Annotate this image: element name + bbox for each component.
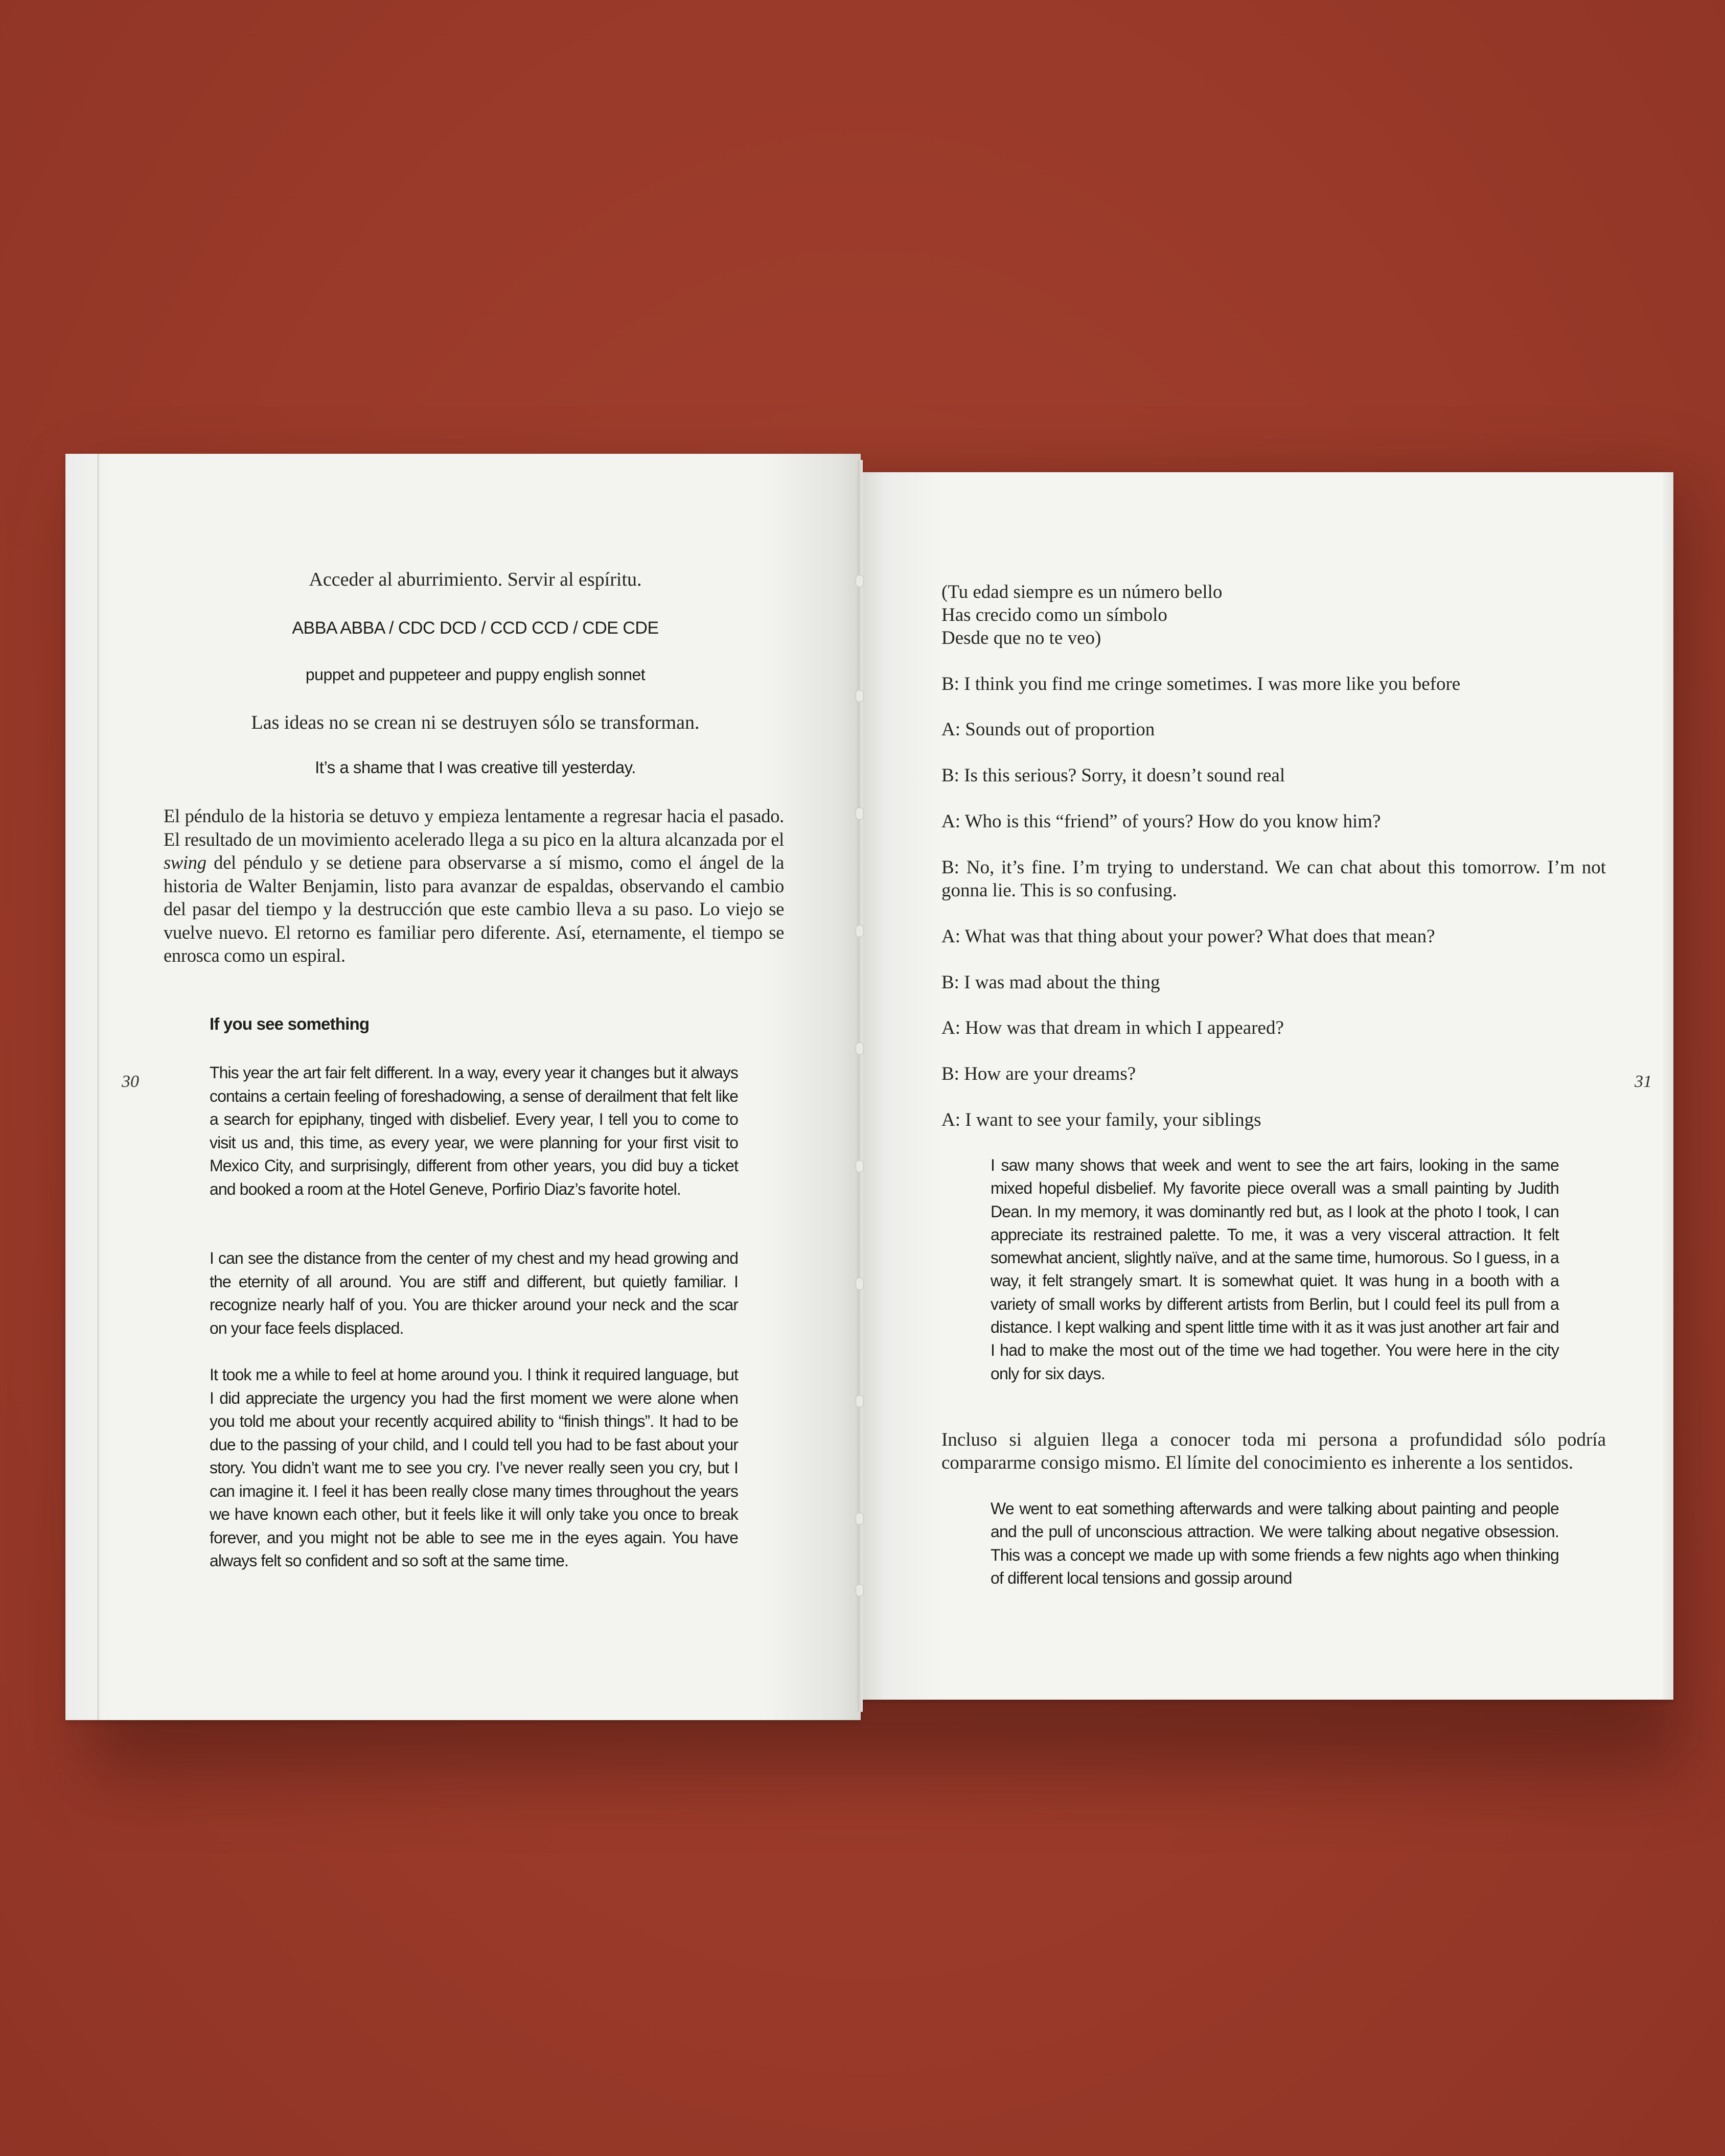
art-fair-paragraph: I saw many shows that week and went to see the art fairs, looking in the same mixed hopeful disbelief. My favorite piece overall was a small painting by Judith Dean. In my memory, it was dominantly red but, as I look at the photo I took, I can appreciate its restrained palette. To me, it was a very visceral attraction. It felt somewhat ancient, slightly naïve, and at the same time, humorous. So I guess, in a way, it felt strangely smart. It is somewhat quiet. It was hung in a booth with a variety of small works by different artists from Berlin, but I could feel its pull from a distance. I kept walking and spent little time with it as it was just another art fair and I had to make the most out of the time we had together. You were here in the city only for six days. bbox=[991, 1156, 1559, 1383]
spanish-paragraph: Incluso si alguien llega a conocer toda mi persona a profundidad sólo podría compararme consigo mismo. El límite del conocimiento es inherente a los sentidos. bbox=[941, 1429, 1606, 1473]
page-fold bbox=[1663, 472, 1673, 1700]
sonnet-line: puppet and puppeteer and puppy english sonnet bbox=[305, 665, 646, 684]
page-number-right: 31 bbox=[1635, 1072, 1652, 1091]
stitch-mark bbox=[856, 807, 864, 820]
stitch-mark bbox=[856, 1160, 864, 1172]
stitch-mark bbox=[856, 575, 864, 587]
epigraph-line: Acceder al aburrimiento. Servir al espíritu. bbox=[309, 569, 642, 590]
dialogue-line: B: How are your dreams? bbox=[941, 1063, 1136, 1084]
body-paragraph-3: It took me a while to feel at home around you. I think it required language, but I did appreciate the urgency you had the first moment we were alone when you told me about your recently acquired ability to “finish things”. It had to be due to the passing of your child, and I could tell you had to be fast about your story. You didn’t want me to see you cry. I’ve never really seen you cry, but I can imagine it. I feel it has been really close many times throughout the years we have known each other, but it feels like it will only take you once to break forever, and you might not be able to see me in the eyes again. You have always felt so confident and so soft at the same time. bbox=[210, 1365, 738, 1570]
stitch-mark bbox=[856, 1584, 864, 1596]
dialogue-line: A: I want to see your family, your siblings bbox=[941, 1109, 1261, 1130]
dialogue-line: A: Sounds out of proportion bbox=[941, 719, 1155, 740]
stitch-mark bbox=[856, 1395, 864, 1407]
poem-line: Has crecido como un símbolo bbox=[941, 605, 1167, 625]
dialogue-line: B: Is this serious? Sorry, it doesn’t sound real bbox=[941, 765, 1285, 786]
pendulum-text-start: El péndulo de la historia se detuvo y empieza lentamente a regresar hacia el pasado. El resultado de un movimiento acelerado llega a su pico en la altura alcanzada por el bbox=[164, 805, 784, 850]
dialogue-line: A: How was that dream in which I appeared? bbox=[941, 1017, 1284, 1038]
stitch-mark bbox=[856, 690, 864, 702]
stitch-mark bbox=[856, 925, 864, 937]
dialogue-line: B: I was mad about the thing bbox=[941, 972, 1160, 993]
page-number-left: 30 bbox=[122, 1072, 139, 1091]
pendulum-emphasis: swing bbox=[164, 852, 206, 873]
dialogue-line: B: I think you find me cringe sometimes. I was more like you before bbox=[941, 674, 1461, 694]
shame-line: It’s a shame that I was creative till yesterday. bbox=[315, 758, 636, 777]
stitch-mark bbox=[856, 1278, 864, 1290]
pendulum-text-end: del péndulo y se detiene para observarse a sí mismo, como el ángel de la historia de Walter Benjamin, listo para avanzar de espaldas, observando el cambio del pasar del tiempo y la destrucción que este cambio lleva a su paso. Lo viejo se vuelve nuevo. El retorno es familiar pero diferente. Así, eternamente, el tiempo se enrosca como un espiral. bbox=[164, 852, 784, 966]
dialogue-line: B: No, it’s fine. I’m trying to understand. We can chat about this tomorrow. I’m not gonna lie. This is so confusing. bbox=[941, 857, 1606, 901]
dialogue-line: A: What was that thing about your power? What does that mean? bbox=[941, 926, 1435, 947]
ideas-line: Las ideas no se crean ni se destruyen sólo se transforman. bbox=[251, 712, 700, 733]
rhyme-scheme-line: ABBA ABBA / CDC DCD / CCD CCD / CDE CDE bbox=[292, 618, 659, 638]
page-edge bbox=[97, 454, 99, 1720]
dinner-paragraph: We went to eat something afterwards and were talking about painting and people and the pull of unconscious attraction. We were talking about negative obsession. This was a concept we made up with some friends a few nights ago when thinking of different local tensions and gossip around bbox=[991, 1499, 1559, 1587]
poem-stanza bbox=[941, 581, 1222, 650]
dialogue-line: A: Who is this “friend” of yours? How do you know him? bbox=[941, 811, 1381, 832]
section-heading: If you see something bbox=[210, 1014, 370, 1033]
poem-line: (Tu edad siempre es un número bello bbox=[941, 582, 1223, 602]
pendulum-paragraph bbox=[164, 804, 784, 967]
body-paragraph-1: This year the art fair felt different. In a way, every year it changes but it always contains a certain feeling of foreshadowing, a sense of derailment that felt like a search for epiphany, tinged with disbelief. Every year, I tell you to come to visit us and, this time, as every year, we were planning for your first visit to Mexico City, and surprisingly, different from other years, you did buy a ticket and booked a room at the Hotel Geneve, Porfirio Diaz’s favorite hotel. bbox=[210, 1063, 738, 1198]
body-paragraph-2: I can see the distance from the center of my chest and my head growing and the eternity of all around. You are stiff and different, but quietly familiar. I recognize nearly half of you. You are thicker around your neck and the scar on your face feels displaced. bbox=[210, 1249, 738, 1337]
stitch-mark bbox=[856, 1042, 864, 1055]
stitch-mark bbox=[856, 1513, 864, 1525]
poem-line: Desde que no te veo) bbox=[941, 628, 1101, 648]
